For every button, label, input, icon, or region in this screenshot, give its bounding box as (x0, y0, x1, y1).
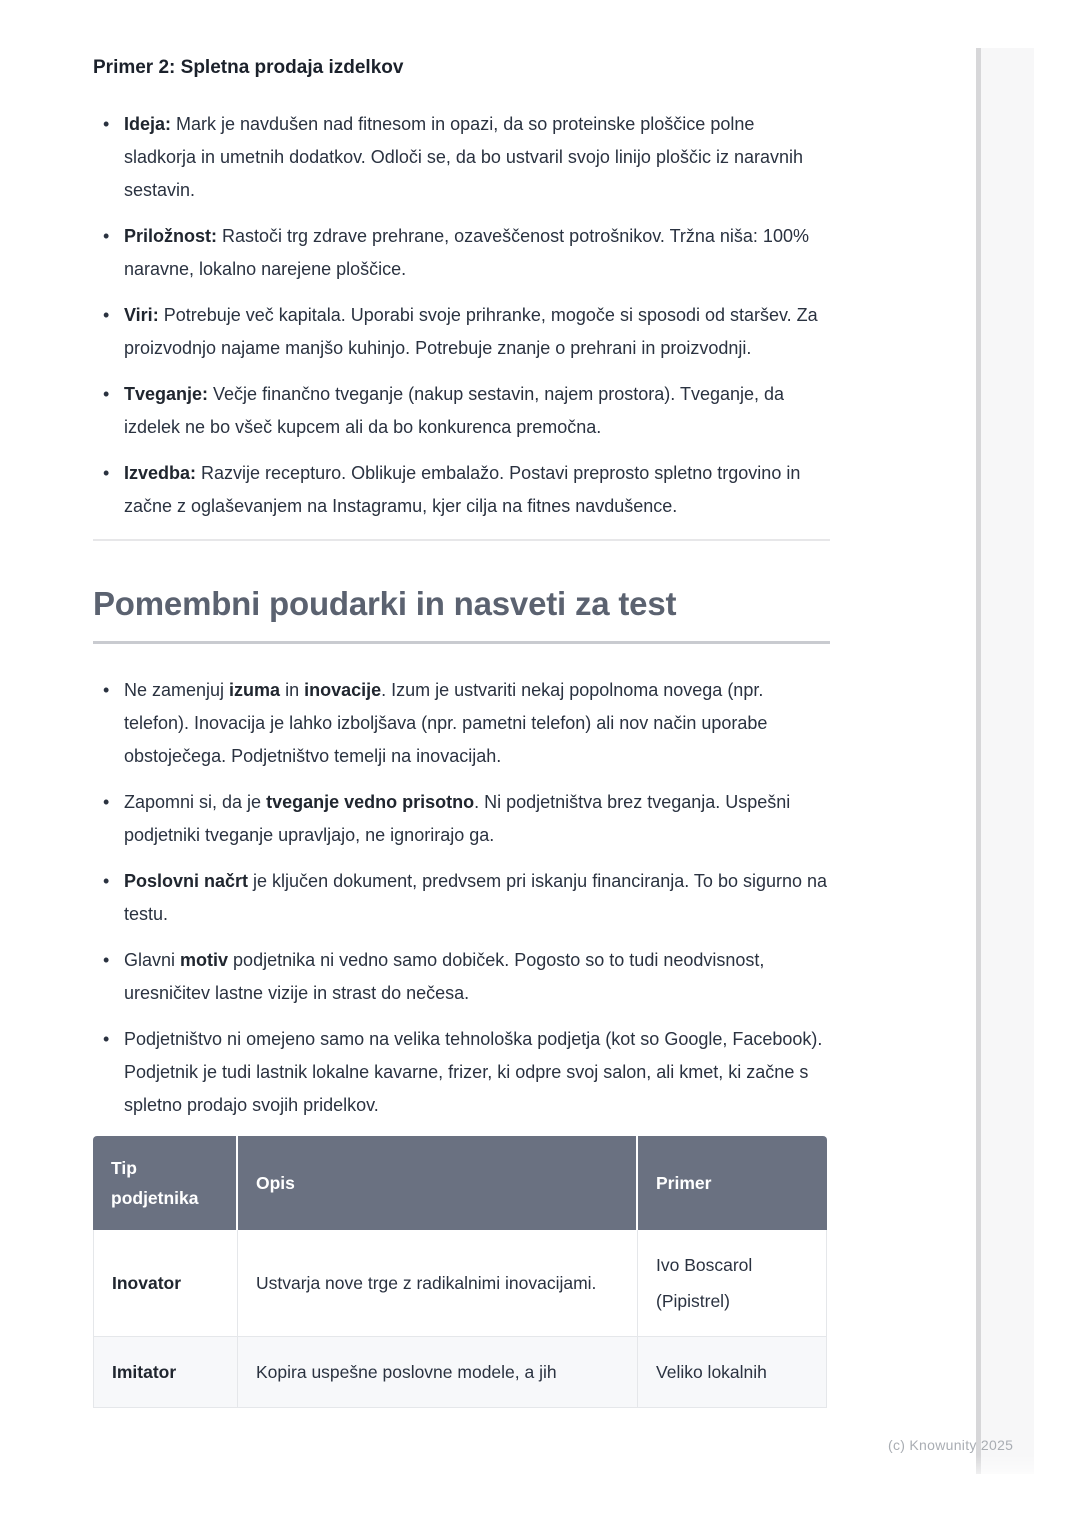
page-title: Pomembni poudarki in nasveti za test (93, 585, 677, 622)
column-header-opis: Opis (238, 1136, 638, 1230)
cell-opis: Kopira uspešne poslovne modele, a jih (238, 1337, 638, 1408)
list-item: • Poslovni načrt je ključen dokument, predvsem pri iskanju financiranja. To bo sigurno na testu. (93, 865, 830, 931)
next-page-preview (981, 48, 1034, 1474)
list-item: • Izvedba: Razvije recepturo. Oblikuje embalažo. Postavi preprosto spletno trgovino in začne z oglaševanjem na Instagramu, kjer cilja na fitnes navdušence. (93, 457, 830, 523)
section-divider (93, 539, 830, 541)
cell-tip: Imitator (93, 1337, 238, 1408)
list-item: • Priložnost: Rastoči trg zdrave prehrane, ozaveščenost potrošnikov. Tržna niša: 100% naravne, lokalno narejene ploščice. (93, 220, 830, 286)
table-row (93, 1337, 827, 1408)
list-item: • Ideja: Mark je navdušen nad fitnesom in opazi, da so proteinske ploščice polne sladkorja in umetnih dodatkov. Odloči se, da bo ustvaril svojo linijo ploščic iz naravnih sestavin. (93, 108, 830, 207)
cell-opis: Ustvarja nove trge z radikalnimi inovacijami. (238, 1230, 638, 1337)
list-item: • Viri: Potrebuje več kapitala. Uporabi svoje prihranke, mogoče si sposodi od staršev. Za proizvodnjo najame manjšo kuhinjo. Potrebuje znanje o prehrani in proizvodnji. (93, 299, 830, 365)
cell-tip: Inovator (93, 1230, 238, 1337)
list-item: • Tveganje: Večje finančno tveganje (nakup sestavin, najem prostora). Tveganje, da izdelek ne bo všeč kupcem ali da bo konkurenca premočna. (93, 378, 830, 444)
section-title: Primer 2: Spletna prodaja izdelkov (93, 57, 404, 78)
list-item: • Podjetništvo ni omejeno samo na velika tehnološka podjetja (kot so Google, Facebook). Podjetnik je tudi lastnik lokalne kavarne, frizer, ki odpre svoj salon, ali kmet, ki začne s spletno prodajo svojih pridelkov. (93, 1023, 830, 1122)
example-bullet-list (93, 108, 830, 523)
list-item: • Glavni motiv podjetnika ni vedno samo dobiček. Pogosto so to tudi neodvisnost, uresničitev lastne vizije in strast do nečesa. (93, 944, 830, 1010)
list-item: • Zapomni si, da je tveganje vedno prisotno. Ni podjetništva brez tveganja. Uspešni podjetniki tveganje upravljajo, ne ignorirajo ga. (93, 786, 830, 852)
table-header-row (93, 1136, 827, 1230)
tips-bullet-list (93, 674, 830, 1122)
cell-primer: Veliko lokalnih (638, 1337, 827, 1408)
entrepreneur-types-table (93, 1136, 827, 1408)
list-item: • Ne zamenjuj izuma in inovacije. Izum je ustvariti nekaj popolnoma novega (npr. telefon). Inovacija je lahko izboljšava (npr. pametni telefon) ali nov način uporabe obstoječega. Podjetništvo temelji na inovacijah. (93, 674, 830, 773)
column-header-primer: Primer (638, 1136, 827, 1230)
table-row (93, 1230, 827, 1337)
heading-underline (93, 641, 830, 644)
document-content (93, 56, 830, 1408)
watermark: (c) Knowunity 2025 (888, 1437, 1014, 1453)
cell-primer: Ivo Boscarol (Pipistrel) (638, 1230, 827, 1337)
column-header-tip: Tip podjetnika (93, 1136, 238, 1230)
bottom-fade (0, 1455, 1080, 1528)
